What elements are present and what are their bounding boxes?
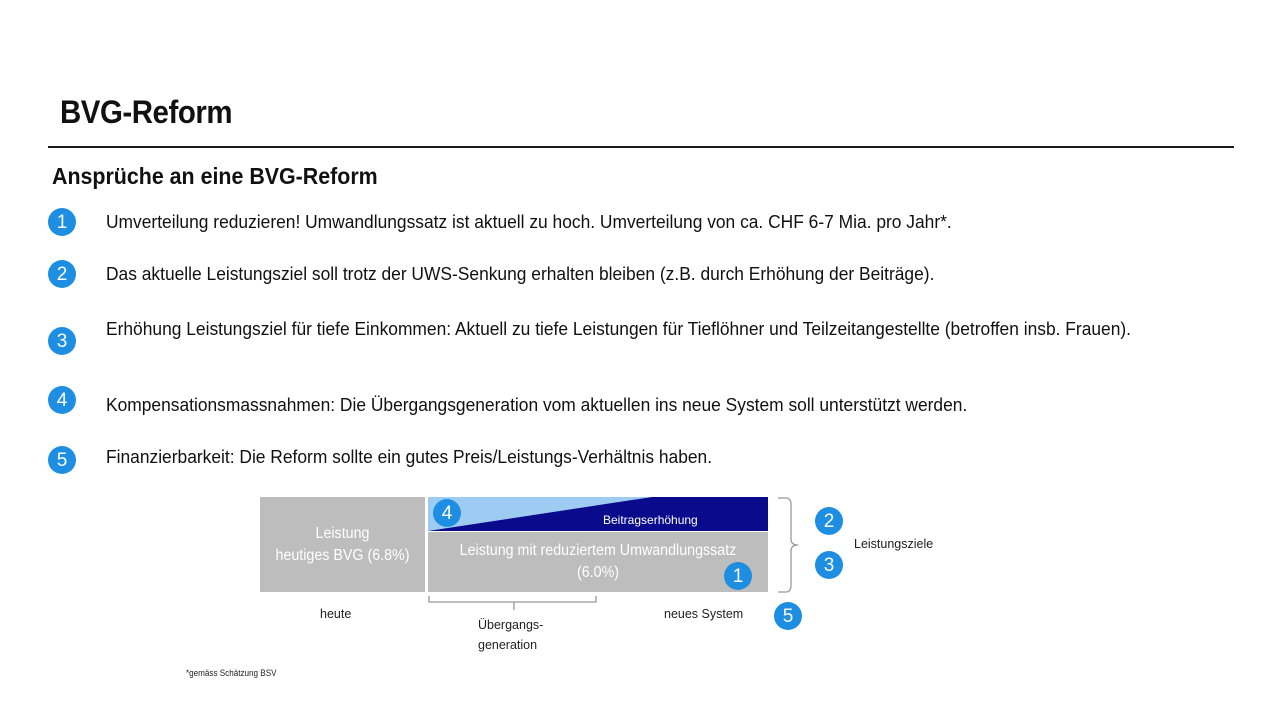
goals-label: Leistungsziele — [854, 537, 934, 551]
point-badge-3: 3 — [48, 327, 76, 355]
point-text-3: Erhöhung Leistungsziel für tiefe Einkommen: Aktuell zu tiefe Leistungen für Tieflöhner und Teilzeitangestellte (betroffen insb. Frauen). — [106, 318, 1132, 339]
diagram-badge-2: 2 — [815, 507, 843, 535]
box-current-benefit — [260, 497, 425, 592]
point-badge-2: 2 — [48, 260, 76, 288]
box-new-benefit — [428, 532, 768, 592]
label-transition-line1: Übergangs- — [478, 618, 544, 632]
point-badge-5: 5 — [48, 446, 76, 474]
box-current-line1: Leistung — [315, 524, 370, 542]
footnote: *gemäss Schätzung BSV — [186, 668, 277, 678]
transition-bracket — [428, 596, 598, 612]
page-title: BVG-Reform — [60, 94, 233, 130]
title-divider — [48, 146, 1234, 148]
point-badge-1: 1 — [48, 208, 76, 236]
diagram-badge-4: 4 — [433, 499, 461, 527]
diagram-badge-3: 3 — [815, 551, 843, 579]
point-badge-4: 4 — [48, 386, 76, 414]
label-transition — [478, 615, 543, 655]
contribution-increase-bar — [428, 497, 768, 531]
label-today: heute — [320, 607, 352, 621]
diagram-badge-5: 5 — [774, 602, 802, 630]
diagram-badge-1: 1 — [724, 562, 752, 590]
section-subtitle: Ansprüche an eine BVG-Reform — [52, 163, 378, 189]
point-text-1: Umverteilung reduzieren! Umwandlungssatz ist aktuell zu hoch. Umverteilung von ca. CHF 6-7 Mia. pro Jahr*. — [106, 211, 952, 232]
point-text-5: Finanzierbarkeit: Die Reform sollte ein gutes Preis/Leistungs-Verhältnis haben. — [106, 446, 713, 467]
box-new-line2: (6.0%) — [576, 564, 620, 581]
label-new-system: neues System — [664, 607, 744, 621]
point-text-4: Kompensationsmassnahmen: Die Übergangsgeneration vom aktuellen ins neue System soll unterstützt werden. — [106, 394, 968, 415]
contribution-label: Beitragserhöhung — [603, 513, 698, 527]
box-new-line1: Leistung mit reduziertem Umwandlungssatz — [459, 542, 737, 559]
goals-brace — [776, 497, 812, 593]
label-transition-line2: generation — [478, 638, 538, 652]
point-text-2: Das aktuelle Leistungsziel soll trotz der UWS-Senkung erhalten bleiben (z.B. durch Erhöhung der Beiträge). — [106, 263, 935, 284]
box-current-line2: heutiges BVG (6.8%) — [275, 546, 410, 564]
